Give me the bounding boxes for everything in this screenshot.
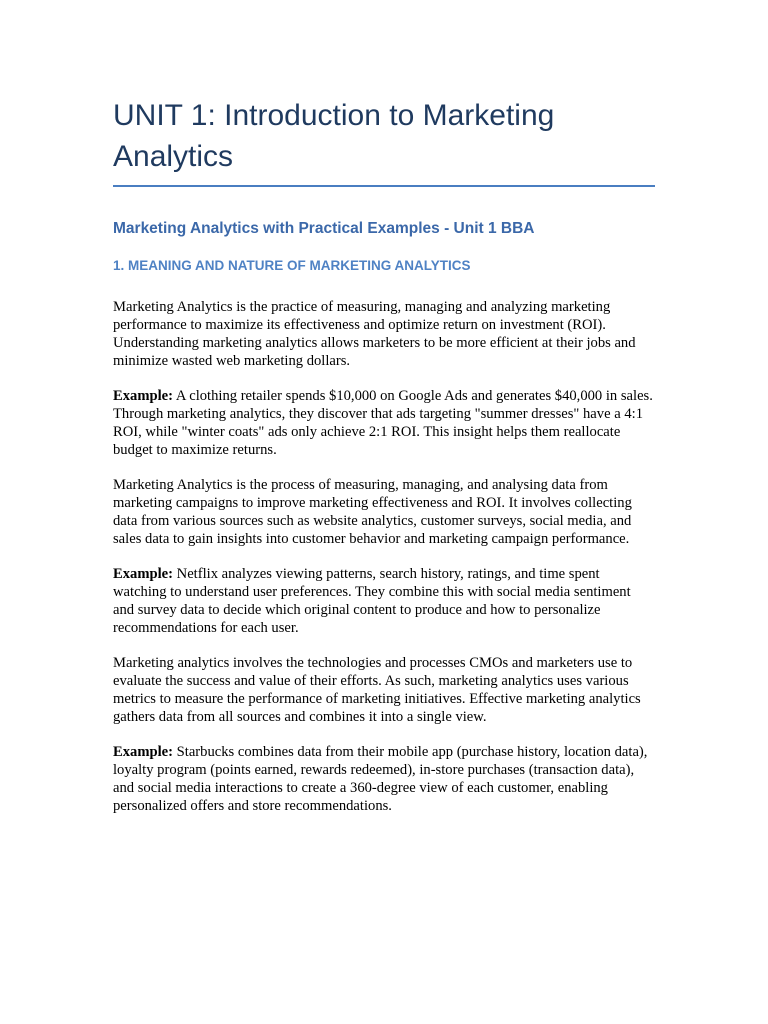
example-text: Netflix analyzes viewing patterns, search history, ratings, and time spent watching to understand user preferences. They combine this with social media sentiment and survey data to decide which original content to produce and how to personalize recommendations for each user. <box>113 566 631 636</box>
page-title: UNIT 1: Introduction to Marketing Analytics <box>113 99 555 173</box>
example-label: Example: <box>113 744 173 760</box>
example-text: Starbucks combines data from their mobile app (purchase history, location data), loyalty program (points earned, rewards redeemed), in-store purchases (transaction data), and social media interactions to create a 360-degree view of each customer, enabling personalized offers and store recommendations. <box>113 744 648 814</box>
section-heading: 1. MEANING AND NATURE OF MARKETING ANALYTICS <box>113 258 471 273</box>
example-paragraph <box>113 387 655 459</box>
paragraph: Marketing Analytics is the process of measuring, managing, and analysing data from marketing campaigns to improve marketing effectiveness and ROI. It involves collecting data from various sources such as website analytics, customer surveys, social media, and sales data to gain insights into customer behavior and marketing campaign performance. <box>113 477 632 547</box>
example-text: A clothing retailer spends $10,000 on Google Ads and generates $40,000 in sales. Through marketing analytics, they discover that ads targeting "summer dresses" have a 4:1 ROI, while "winter coats" ads only achieve 2:1 ROI. This insight helps them reallocate budget to maximize returns. <box>113 388 653 458</box>
example-paragraph <box>113 743 655 815</box>
paragraph: Marketing Analytics is the practice of measuring, managing and analyzing marketing performance to maximize its effectiveness and optimize return on investment (ROI). Understanding marketing analytics allows marketers to be more efficient at their jobs and minimize wasted web marketing dollars. <box>113 299 636 369</box>
example-label: Example: <box>113 566 173 582</box>
document-page <box>113 95 655 815</box>
example-paragraph <box>113 565 655 637</box>
document-subtitle: Marketing Analytics with Practical Examples - Unit 1 BBA <box>113 220 535 237</box>
paragraph: Marketing analytics involves the technologies and processes CMOs and marketers use to evaluate the success and value of their efforts. As such, marketing analytics uses various metrics to measure the performance of marketing initiatives. Effective marketing analytics gathers data from all sources and combines it into a single view. <box>113 655 641 725</box>
example-label: Example: <box>113 388 173 404</box>
title-divider <box>113 185 655 187</box>
